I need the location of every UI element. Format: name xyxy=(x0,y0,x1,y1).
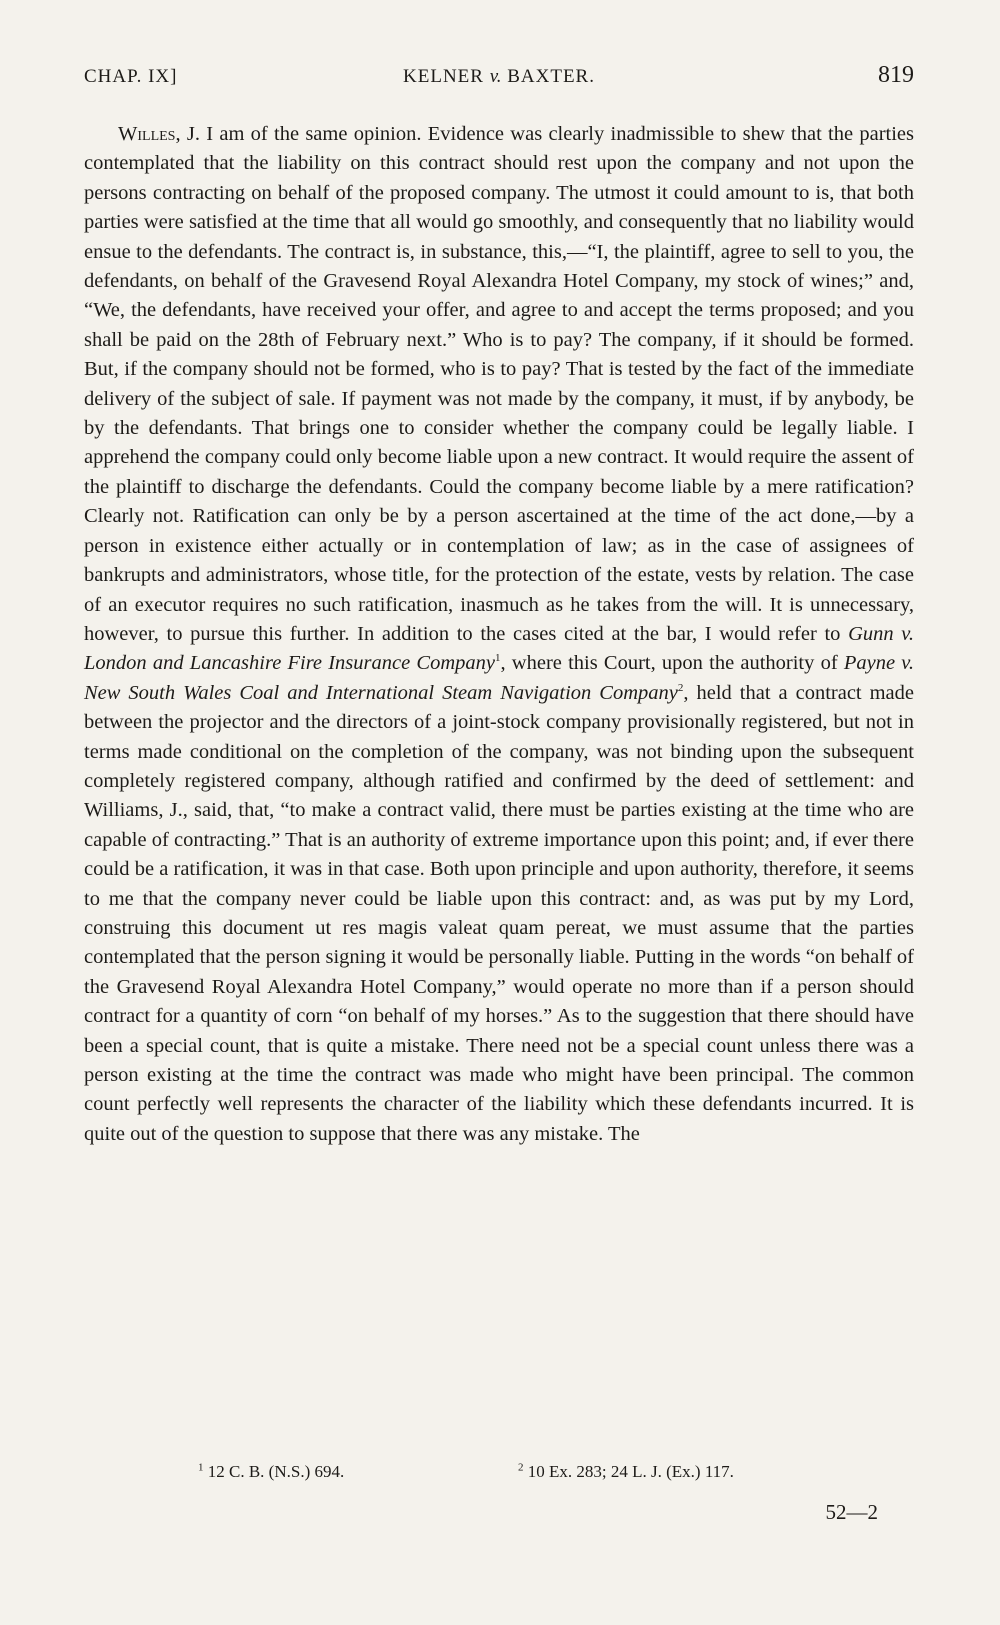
judgment-paragraph xyxy=(84,120,914,1149)
footnote-2-text: 10 Ex. 283; 24 L. J. (Ex.) 117. xyxy=(523,1462,734,1481)
footnote-2-mark: 2 xyxy=(518,1461,524,1474)
case-title-left: KELNER xyxy=(403,66,484,87)
judge-name: Willes, J. xyxy=(118,123,200,145)
signature-mark: 52—2 xyxy=(825,1500,878,1524)
paragraph-text-2: , where this Court, upon the authority of xyxy=(500,652,844,675)
footnote-1-mark: 1 xyxy=(198,1461,204,1474)
case-citation-gunn: Gunn v. London and Lancashire Fire Insurance Company xyxy=(84,622,914,675)
footnotes xyxy=(84,1462,914,1488)
page-number: 819 xyxy=(878,62,914,88)
running-head xyxy=(84,58,914,98)
footnote-ref-1: 1 xyxy=(494,652,501,665)
chapter-label: CHAP. IX] xyxy=(84,66,178,87)
footnote-1-text: 12 C. B. (N.S.) 694. xyxy=(203,1462,345,1481)
case-citation-payne: Payne v. New South Wales Coal and International Steam Navigation Company xyxy=(84,652,914,704)
case-title-versus: v. xyxy=(489,66,502,87)
footnote-ref-2: 2 xyxy=(677,681,684,694)
paragraph-text-3: , held that a contract made between the projector and the directors of a joint-stock company provisionally registered, but not in terms made conditional on the completion of the company, was not binding upon the subsequent completely registered company, although ratified and confirmed by the deed of settlement: and Williams, J., said, that, “to make a contract valid, there must be parties existing at the time who are capable of contracting.” That is an authority of extreme importance upon this point; and, if ever there could be a ratification, it was in that case. Both upon principle and upon authority, therefore, it seems to me that the company never could be liable upon this contract: and, as was put by my Lord, construing this document ut res magis valeat quam pereat, we must assume that the parties contemplated that the person signing it would be personally liable. Putting in the words “on behalf of the Gravesend Royal Alexandra Hotel Company,” would operate no more than if a person should contract for a quantity of corn “on behalf of my horses.” As to the suggestion that there should have been a special count, that is quite a mistake. There need not be a special count unless there was a person existing at the time the contract was made who might have been principal. The common count perfectly well represents the character of the liability which these defendants incurred. It is quite out of the question to suppose that there was any mistake. The xyxy=(84,681,914,1145)
case-title-right: BAXTER. xyxy=(507,66,595,87)
footnote-1 xyxy=(198,1462,344,1482)
footnote-2 xyxy=(518,1462,734,1482)
case-title xyxy=(84,66,914,88)
book-page xyxy=(84,58,914,1598)
paragraph-text-1: I am of the same opinion. Evidence was clearly inadmissible to shew that the parties contemplated that the liability on this contract should rest upon the company and not upon the persons contracting on behalf of the proposed company. The utmost it could amount to is, that both parties were satisfied at the time that all would go smoothly, and consequently that no liability would ensue to the defendants. The contract is, in substance, this,—“I, the plaintiff, agree to sell to you, the defendants, on behalf of the Gravesend Royal Alexandra Hotel Company, my stock of wines;” and, “We, the defendants, have received your offer, and agree to and accept the terms proposed; and you shall be paid on the 28th of February next.” Who is to pay? The company, if it should be formed. But, if the company should not be formed, who is to pay? That is tested by the fact of the immediate delivery of the subject of sale. If payment was not made by the company, it must, if by anybody, be by the defendants. That brings one to consider whether the company could be legally liable. I apprehend the company could only become liable upon a new contract. It would require the assent of the plaintiff to discharge the defendants. Could the company become liable by a mere ratification? Clearly not. Ratification can only be by a person ascertained at the time of the act done,—by a person in existence either actually or in contemplation of law; as in the case of assignees of bankrupts and administrators, whose title, for the protection of the estate, vests by relation. The case of an executor requires no such ratification, inasmuch as he takes from the will. It is unnecessary, however, to pursue this further. In addition to the cases cited at the bar, I would refer to xyxy=(84,123,914,645)
